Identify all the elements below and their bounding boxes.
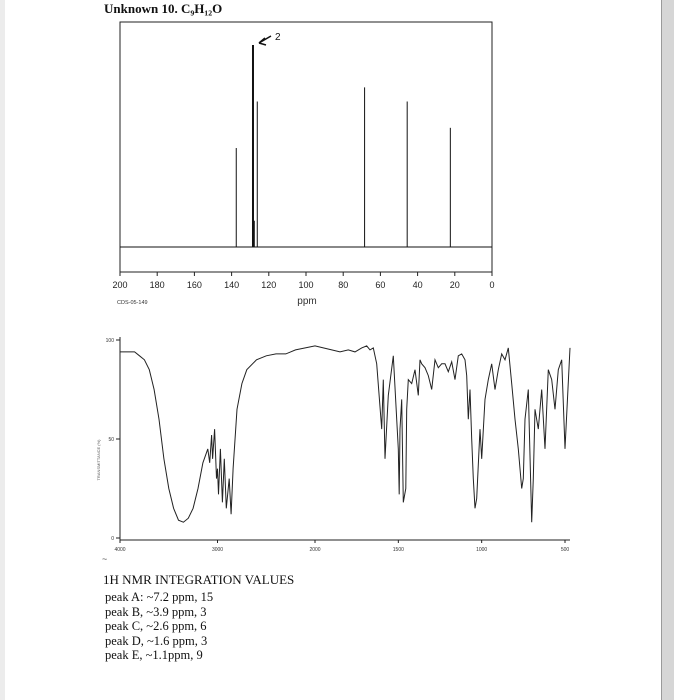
c13-tick-label: 40	[412, 280, 423, 290]
ir-y-tick-label: 0	[111, 536, 114, 542]
ir-spectrum-line	[120, 346, 570, 522]
c13-tick-label: 180	[149, 280, 165, 290]
nmr-peak-d: peak D, ~1.6 ppm, 3	[105, 633, 208, 648]
page-title: Unknown 10. C₉H₁₂O	[104, 1, 223, 16]
c13-tick-label: 0	[489, 280, 495, 290]
c13-tick-label: 80	[338, 280, 349, 290]
ir-y-axis-label: TRANSMITTANCE (%)	[96, 439, 101, 481]
annotation-arrow	[259, 36, 271, 45]
ir-x-tick-label: 1000	[476, 547, 488, 553]
ir-x-tick-label: 2000	[309, 547, 321, 553]
ir-x-tick-label: 3000	[211, 547, 224, 553]
tilde-mark: ~	[102, 554, 108, 564]
ir-y-tick-label: 50	[108, 437, 114, 443]
c13-tick-label: 20	[449, 280, 460, 290]
c13-tick-label: 120	[261, 280, 277, 290]
c13-tick-label: 160	[186, 280, 202, 290]
ir-chart	[0, 325, 674, 565]
ir-x-tick-label: 4000	[114, 547, 126, 553]
c13-tick-label: 140	[224, 280, 240, 290]
nmr-peak-c: peak C, ~2.6 ppm, 6	[105, 619, 207, 634]
c13-sample-id: CDS-05-149	[117, 300, 148, 306]
c13-xlabel: ppm	[297, 296, 317, 307]
nmr-integration-section	[103, 572, 294, 663]
ir-x-tick-label: 1500	[392, 547, 404, 553]
c13-frame	[120, 22, 492, 272]
nmr-peak-e: peak E, ~1.1ppm, 9	[105, 648, 203, 663]
nmr-peak-b: peak B, ~3.9 ppm, 3	[105, 604, 207, 619]
c13-nmr-chart	[0, 0, 674, 330]
ir-y-tick-label: 100	[105, 338, 114, 344]
c13-tick-label: 60	[375, 280, 386, 290]
c13-tick-label: 200	[112, 280, 128, 290]
nmr-peak-a: peak A: ~7.2 ppm, 15	[105, 590, 214, 604]
annotation-label: 2	[274, 32, 281, 43]
nmr-heading: 1H NMR INTEGRATION VALUES	[103, 572, 295, 587]
c13-tick-label: 100	[298, 280, 314, 290]
ir-x-tick-label: 500	[560, 547, 570, 553]
